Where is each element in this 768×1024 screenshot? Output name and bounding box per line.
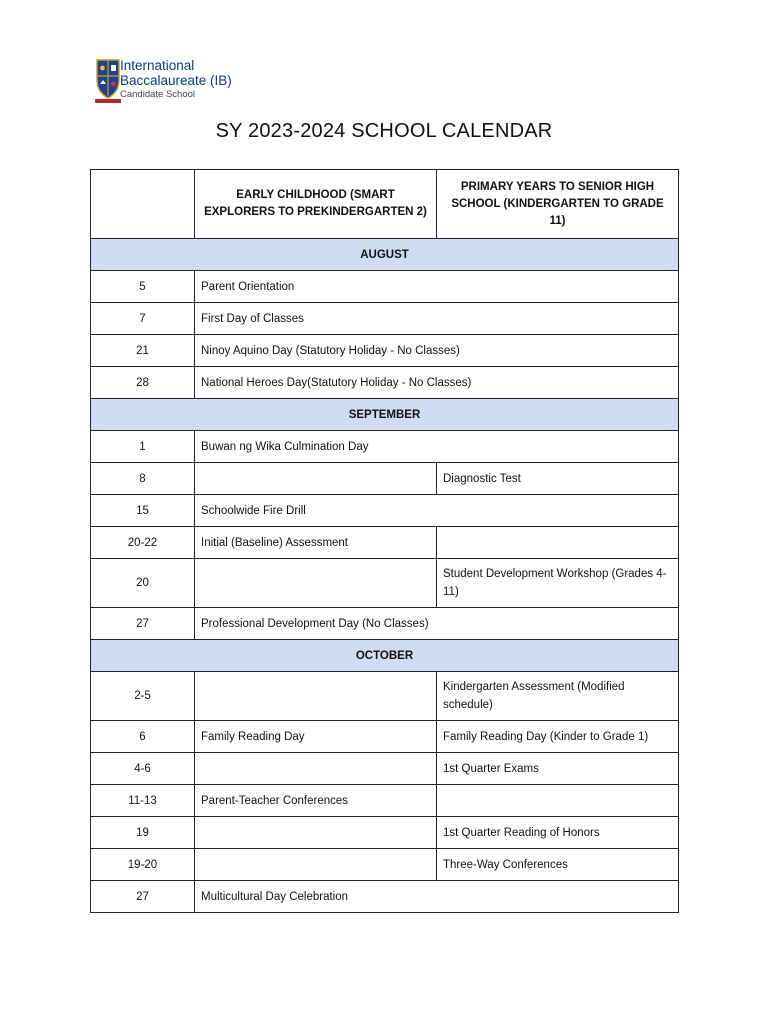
table-row <box>91 608 679 640</box>
table-header-row <box>91 170 679 239</box>
event-date: 19-20 <box>91 849 195 881</box>
primary-senior-event: Diagnostic Test <box>437 463 679 495</box>
table-row <box>91 672 679 721</box>
calendar-table <box>90 169 679 913</box>
event-name: Buwan ng Wika Culmination Day <box>195 431 679 463</box>
event-date: 5 <box>91 271 195 303</box>
table-row <box>91 271 679 303</box>
month-header-row <box>91 399 679 431</box>
month-label: AUGUST <box>91 239 679 271</box>
table-row <box>91 753 679 785</box>
event-name: Ninoy Aquino Day (Statutory Holiday - No Classes) <box>195 335 679 367</box>
table-row <box>91 559 679 608</box>
header-primary-senior: PRIMARY YEARS TO SENIOR HIGH SCHOOL (KINDERGARTEN TO GRADE 11) <box>437 170 679 239</box>
primary-senior-event: Student Development Workshop (Grades 4-11) <box>437 559 679 608</box>
header-date-cell <box>91 170 195 239</box>
month-label: SEPTEMBER <box>91 399 679 431</box>
calendar-body <box>91 170 679 913</box>
event-name: National Heroes Day(Statutory Holiday - No Classes) <box>195 367 679 399</box>
primary-senior-event <box>437 527 679 559</box>
early-childhood-event <box>195 463 437 495</box>
table-row <box>91 495 679 527</box>
logo-line-2: Baccalaureate (IB) <box>120 73 232 88</box>
event-date: 4-6 <box>91 753 195 785</box>
logo-line-3: Candidate School <box>120 89 195 100</box>
event-date: 21 <box>91 335 195 367</box>
event-date: 28 <box>91 367 195 399</box>
primary-senior-event <box>437 785 679 817</box>
event-name: Professional Development Day (No Classes) <box>195 608 679 640</box>
early-childhood-event <box>195 817 437 849</box>
event-name: Parent Orientation <box>195 271 679 303</box>
event-date: 15 <box>91 495 195 527</box>
event-date: 2-5 <box>91 672 195 721</box>
table-row <box>91 721 679 753</box>
early-childhood-event <box>195 559 437 608</box>
event-date: 27 <box>91 881 195 913</box>
primary-senior-event: Three-Way Conferences <box>437 849 679 881</box>
event-date: 11-13 <box>91 785 195 817</box>
table-row <box>91 463 679 495</box>
early-childhood-event <box>195 849 437 881</box>
table-row <box>91 367 679 399</box>
early-childhood-event: Initial (Baseline) Assessment <box>195 527 437 559</box>
logo-wordmark <box>120 58 260 101</box>
event-date: 27 <box>91 608 195 640</box>
month-header-row <box>91 239 679 271</box>
table-row <box>91 849 679 881</box>
early-childhood-event <box>195 672 437 721</box>
primary-senior-event: 1st Quarter Exams <box>437 753 679 785</box>
table-row <box>91 335 679 367</box>
early-childhood-event <box>195 753 437 785</box>
early-childhood-event: Parent-Teacher Conferences <box>195 785 437 817</box>
header-early-childhood: EARLY CHILDHOOD (SMART EXPLORERS TO PREKINDERGARTEN 2) <box>195 170 437 239</box>
event-date: 7 <box>91 303 195 335</box>
early-childhood-event: Family Reading Day <box>195 721 437 753</box>
table-row <box>91 881 679 913</box>
event-name: First Day of Classes <box>195 303 679 335</box>
event-name: Multicultural Day Celebration <box>195 881 679 913</box>
logo-line-1: International <box>120 58 195 73</box>
school-logo <box>94 58 254 104</box>
event-date: 20-22 <box>91 527 195 559</box>
page-title: SY 2023-2024 SCHOOL CALENDAR <box>215 120 553 142</box>
table-row <box>91 431 679 463</box>
event-name: Schoolwide Fire Drill <box>195 495 679 527</box>
table-row <box>91 527 679 559</box>
event-date: 6 <box>91 721 195 753</box>
month-label: OCTOBER <box>91 640 679 672</box>
table-row <box>91 303 679 335</box>
event-date: 8 <box>91 463 195 495</box>
event-date: 1 <box>91 431 195 463</box>
table-row <box>91 817 679 849</box>
table-row <box>91 785 679 817</box>
primary-senior-event: Kindergarten Assessment (Modified schedule) <box>437 672 679 721</box>
event-date: 20 <box>91 559 195 608</box>
event-date: 19 <box>91 817 195 849</box>
month-header-row <box>91 640 679 672</box>
primary-senior-event: Family Reading Day (Kinder to Grade 1) <box>437 721 679 753</box>
primary-senior-event: 1st Quarter Reading of Honors <box>437 817 679 849</box>
